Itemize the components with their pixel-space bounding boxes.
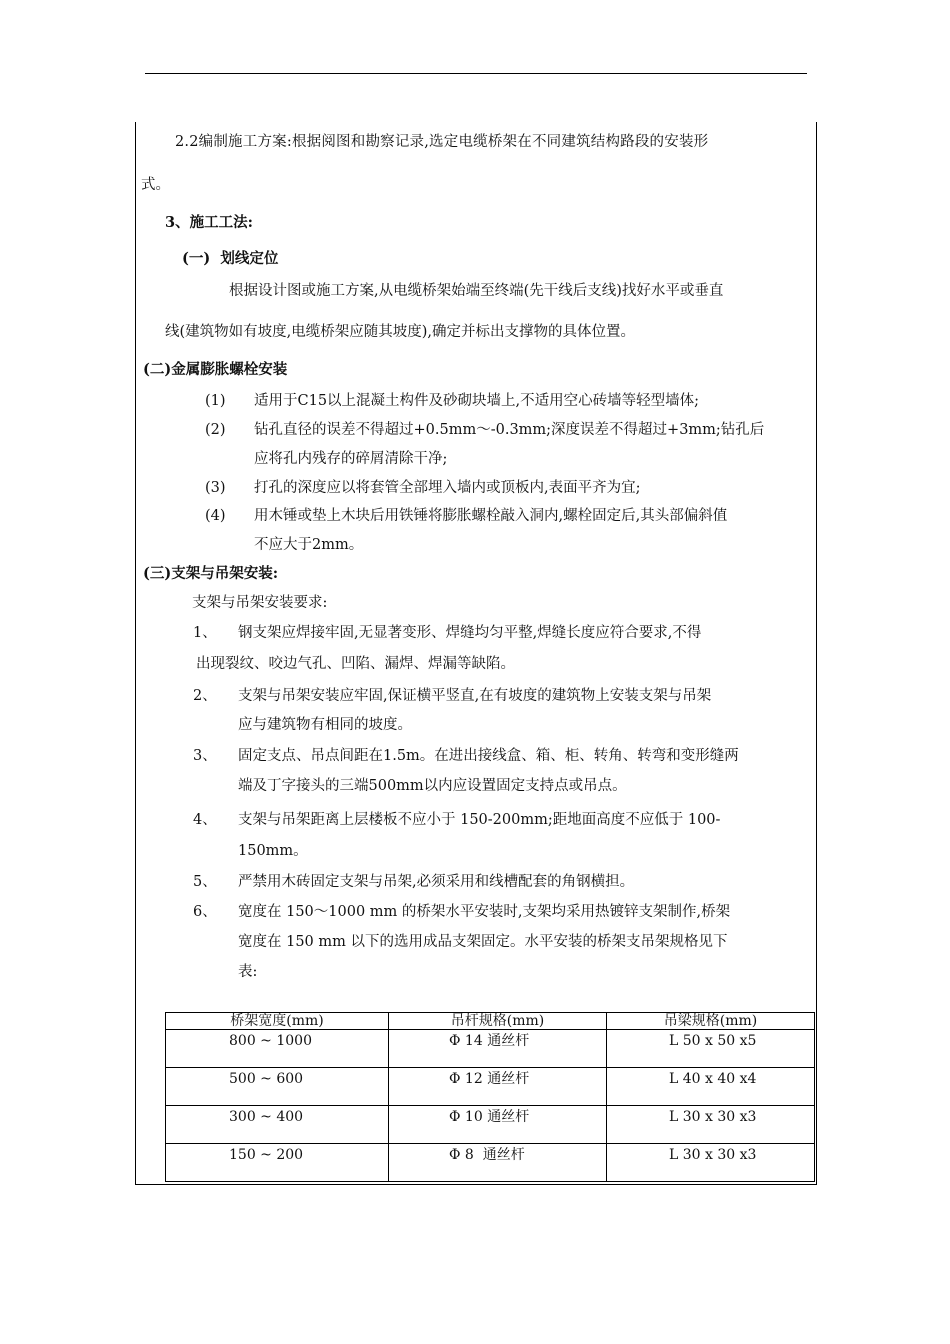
cell-rod-spec: Φ 14 通丝杆	[449, 1033, 530, 1049]
item-3-1-line-1: 钢支架应焊接牢固,无显著变形、焊缝均匀平整,焊缝长度应符合要求,不得	[238, 625, 702, 641]
item-3-1-line-2: 出现裂纹、咬边气孔、凹陷、漏焊、焊漏等缺陷。	[196, 656, 515, 672]
item-3-6-line-1: 宽度在 150～1000 mm 的桥架水平安装时,支架均采用热镀锌支架制作,桥架	[238, 904, 731, 920]
header-beam-spec: 吊梁规格(mm)	[607, 1013, 815, 1030]
cell-beam-spec: L 30 x 30 x3	[669, 1109, 757, 1125]
cell-rod-spec: Φ 8 通丝杆	[449, 1147, 525, 1163]
table-row	[166, 1144, 815, 1182]
item-3-4-line-2: 150mm。	[238, 843, 308, 859]
section-2-2-line-1: 2.2编制施工方案:根据阅图和勘察记录,选定电缆桥架在不同建筑结构路段的安装形	[175, 134, 709, 150]
subsection-1-line-2: 线(建筑物如有坡度,电缆桥架应随其坡度),确定并标出支撑物的具体位置。	[165, 324, 636, 340]
item-3-2-line-1: 支架与吊架安装应牢固,保证横平竖直,在有坡度的建筑物上安装支架与吊架	[238, 688, 712, 704]
item-3-5-line-1: 严禁用木砖固定支架与吊架,必须采用和线槽配套的角钢横担。	[238, 874, 635, 890]
item-3-2-num: 2、	[193, 688, 217, 704]
cell-beam-spec: L 50 x 50 x5	[669, 1033, 757, 1049]
subsection-1-line-1: 根据设计图或施工方案,从电缆桥架始端至终端(先干线后支线)找好水平或垂直	[229, 283, 724, 299]
item-3-1-num: 1、	[193, 625, 217, 641]
cell-rod-spec: Φ 12 通丝杆	[449, 1071, 530, 1087]
item-3-6-line-2: 宽度在 150 mm 以下的选用成品支架固定。水平安装的桥架支吊架规格见下	[238, 934, 728, 950]
table-header-row	[166, 1013, 815, 1030]
cell-tray-width: 800 ~ 1000	[229, 1033, 312, 1049]
item-2-2-num: (2)	[205, 422, 226, 438]
cell-rod-spec: Φ 10 通丝杆	[449, 1109, 530, 1125]
cell-beam-spec: L 30 x 30 x3	[669, 1147, 757, 1163]
cell-beam-spec: L 40 x 40 x4	[669, 1071, 757, 1087]
header-tray-width: 桥架宽度(mm)	[166, 1013, 389, 1030]
header-rod-spec: 吊杆规格(mm)	[389, 1013, 607, 1030]
bracket-spec-table	[165, 1012, 815, 1182]
cell-tray-width: 150 ~ 200	[229, 1147, 304, 1163]
item-3-3-line-2: 端及丁字接头的三端500mm以内应设置固定支持点或吊点。	[238, 778, 627, 794]
cell-tray-width: 500 ~ 600	[229, 1071, 304, 1087]
item-2-3-num: (3)	[205, 480, 226, 496]
item-2-2-line-2: 应将孔内残存的碎屑清除干净;	[254, 451, 448, 467]
subsection-3-title: (三)支架与吊架安装:	[143, 565, 279, 582]
subsection-1-title: (一) 划线定位	[182, 250, 279, 267]
table-row	[166, 1068, 815, 1106]
item-2-4-line-2: 不应大于2mm。	[254, 537, 364, 553]
section-3-title: 3、施工工法:	[165, 214, 253, 231]
cell-tray-width: 300 ~ 400	[229, 1109, 304, 1125]
table-row	[166, 1030, 815, 1068]
item-2-2-line-1: 钻孔直径的误差不得超过+0.5mm～-0.3mm;深度误差不得超过+3mm;钻孔后	[254, 422, 765, 438]
item-2-4-num: (4)	[205, 508, 226, 524]
item-3-5-num: 5、	[193, 874, 217, 890]
item-3-4-line-1: 支架与吊架距离上层楼板不应小于 150-200mm;距地面高度不应低于 100-	[238, 812, 721, 828]
header-rule	[145, 73, 807, 74]
item-3-6-line-3: 表:	[238, 964, 258, 980]
item-3-4-num: 4、	[193, 812, 217, 828]
subsection-3-intro: 支架与吊架安装要求:	[192, 595, 328, 611]
table-row	[166, 1106, 815, 1144]
item-3-3-line-1: 固定支点、吊点间距在1.5m。在进出接线盒、箱、柜、转角、转弯和变形缝两	[238, 748, 739, 764]
item-2-1-line-1: 适用于C15以上混凝土构件及砂砌块墙上,不适用空心砖墙等轻型墙体;	[254, 393, 700, 409]
item-2-4-line-1: 用木锤或垫上木块后用铁锤将膨胀螺栓敲入洞内,螺栓固定后,其头部偏斜值	[254, 508, 728, 524]
item-2-3-line-1: 打孔的深度应以将套管全部埋入墙内或顶板内,表面平齐为宜;	[254, 480, 641, 496]
subsection-2-title: (二)金属膨胀螺栓安装	[143, 361, 288, 378]
item-3-6-num: 6、	[193, 904, 217, 920]
item-3-2-line-2: 应与建筑物有相同的坡度。	[238, 717, 412, 733]
item-3-3-num: 3、	[193, 748, 217, 764]
section-2-2-line-2: 式。	[141, 177, 170, 193]
item-2-1-num: (1)	[205, 393, 226, 409]
